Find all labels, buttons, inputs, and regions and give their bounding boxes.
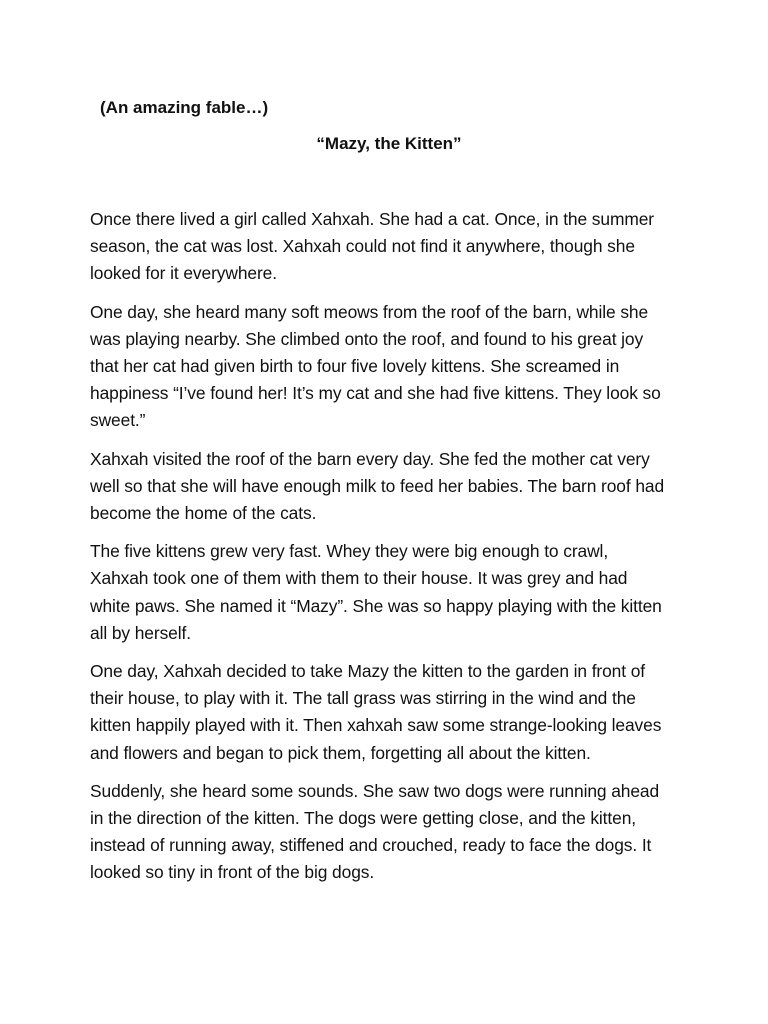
paragraph: The five kittens grew very fast. Whey they were big enough to crawl, Xahxah took one of them with them to their house. It was grey and had white paws. She named it “Mazy”. She was so happy playing with the kitten all by herself. [90,541,662,643]
paragraph: Xahxah visited the roof of the barn every day. She fed the mother cat very well so that she will have enough milk to feed her babies. The barn roof had become the home of the cats. [90,448,665,524]
paragraph: One day, she heard many soft meows from the roof of the barn, while she was playing nearby. She climbed onto the roof, and found to his great joy that her cat had given birth to four five lovely kittens. She screamed in happiness “I’ve found her! It’s my cat and she had five kittens. They look so sweet.” [90,301,661,431]
story-body [90,206,670,898]
document-subtitle: (An amazing fable…) [100,98,269,117]
paragraph: Suddenly, she heard some sounds. She saw two dogs were running ahead in the direction of the kitten. The dogs were getting close, and the kitten, instead of running away, stiffened and crouched, ready to face the dogs. It looked so tiny in front of the big dogs. [90,780,660,883]
paragraph: One day, Xahxah decided to take Mazy the kitten to the garden in front of their house, to play with it. The tall grass was stirring in the wind and the kitten happily played with it. Then xahxah saw some strange-looking leaves and flowers and began to pick them, forgetting all about the kitten. [90,661,662,763]
paragraph: Once there lived a girl called Xahxah. She had a cat. Once, in the summer season, the cat was lost. Xahxah could not find it anywhere, though she looked for it everywhere. [90,209,655,284]
document-title: “Mazy, the Kitten” [316,134,462,153]
